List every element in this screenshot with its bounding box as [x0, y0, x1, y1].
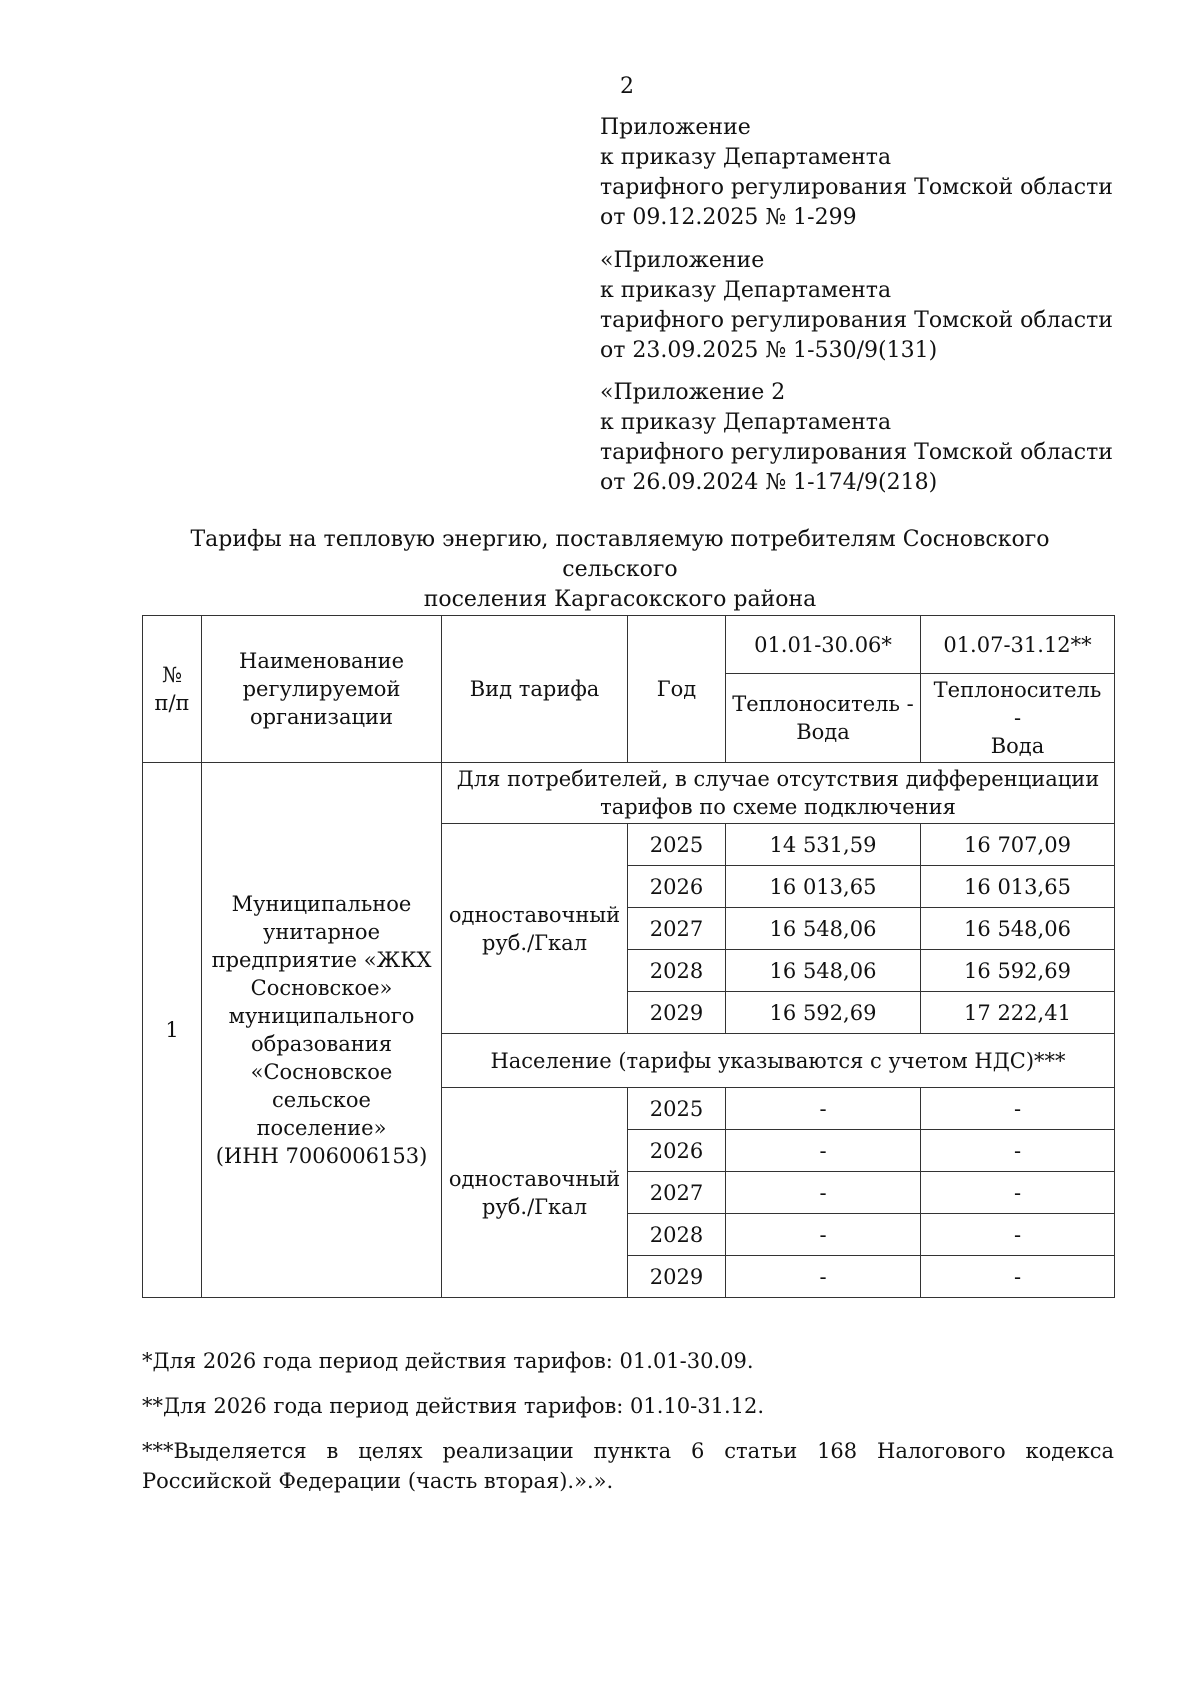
- value-cell: 16 592,69: [921, 950, 1115, 992]
- footnote-1: *Для 2026 года период действия тарифов: 01.01-30.09.: [142, 1349, 754, 1373]
- year-cell: 2029: [628, 1256, 726, 1298]
- appendix-line: от 23.09.2025 № 1-530/9(131): [600, 338, 938, 363]
- value-cell: -: [726, 1256, 921, 1298]
- appendix-line: к приказу Департамента: [600, 278, 892, 303]
- group-row: [143, 763, 1115, 824]
- value-cell: -: [921, 1214, 1115, 1256]
- value-cell: -: [726, 1130, 921, 1172]
- appendix-block-2: [600, 246, 1120, 366]
- value-cell: -: [726, 1088, 921, 1130]
- year-cell: 2029: [628, 992, 726, 1034]
- header-period-1: 01.01-30.06*: [726, 616, 921, 674]
- header-row: [143, 616, 1115, 674]
- header-organization: Наименование регулируемой организации: [202, 616, 442, 763]
- year-cell: 2027: [628, 1172, 726, 1214]
- appendix-line: Приложение: [600, 115, 751, 140]
- header-carrier-1: Теплоноситель - Вода: [726, 674, 921, 763]
- tariff-type-cell: одноставочный руб./Гкал: [442, 824, 628, 1034]
- appendix-line: «Приложение 2: [600, 380, 786, 405]
- value-cell: -: [921, 1256, 1115, 1298]
- document-title: [150, 525, 1090, 615]
- year-cell: 2026: [628, 866, 726, 908]
- value-cell: -: [921, 1172, 1115, 1214]
- tariff-table: [142, 615, 1115, 1298]
- title-line: Тарифы на тепловую энергию, поставляемую потребителям Сосновского сельского: [190, 527, 1050, 582]
- year-cell: 2025: [628, 1088, 726, 1130]
- appendix-line: «Приложение: [600, 248, 765, 273]
- year-cell: 2028: [628, 1214, 726, 1256]
- value-cell: -: [921, 1130, 1115, 1172]
- footnote-2: **Для 2026 года период действия тарифов: 01.10-31.12.: [142, 1394, 765, 1418]
- year-cell: 2028: [628, 950, 726, 992]
- header-carrier-2: Теплоноситель - Вода: [921, 674, 1115, 763]
- appendix-line: тарифного регулирования Томской области: [600, 440, 1113, 465]
- organization-name: Муниципальное унитарное предприятие «ЖКХ Сосновское» муниципального образования «Сосновское сельское поселение» (ИНН 7006006153): [202, 763, 442, 1298]
- year-cell: 2026: [628, 1130, 726, 1172]
- value-cell: 16 013,65: [921, 866, 1115, 908]
- group-label: Для потребителей, в случае отсутствия дифференциации тарифов по схеме подключения: [442, 763, 1115, 824]
- value-cell: 16 707,09: [921, 824, 1115, 866]
- appendix-line: от 26.09.2024 № 1-174/9(218): [600, 470, 938, 495]
- year-cell: 2025: [628, 824, 726, 866]
- value-cell: 16 548,06: [921, 908, 1115, 950]
- appendix-block-3: [600, 378, 1120, 498]
- value-cell: 16 592,69: [726, 992, 921, 1034]
- tariff-type-cell: одноставочный руб./Гкал: [442, 1088, 628, 1298]
- page-number: 2: [620, 74, 634, 99]
- appendix-line: тарифного регулирования Томской области: [600, 175, 1113, 200]
- value-cell: 14 531,59: [726, 824, 921, 866]
- value-cell: -: [726, 1214, 921, 1256]
- group-label: Население (тарифы указываются с учетом НДС)***: [442, 1034, 1115, 1088]
- title-line: поселения Каргасокского района: [423, 587, 817, 612]
- year-cell: 2027: [628, 908, 726, 950]
- header-period-2: 01.07-31.12**: [921, 616, 1115, 674]
- appendix-line: тарифного регулирования Томской области: [600, 308, 1113, 333]
- appendix-line: от 09.12.2025 № 1-299: [600, 205, 857, 230]
- appendix-line: к приказу Департамента: [600, 410, 892, 435]
- header-year: Год: [628, 616, 726, 763]
- header-num: № п/п: [143, 616, 202, 763]
- value-cell: 16 548,06: [726, 908, 921, 950]
- appendix-line: к приказу Департамента: [600, 145, 892, 170]
- value-cell: 16 548,06: [726, 950, 921, 992]
- footnote-3: ***Выделяется в целях реализации пункта 6 статьи 168 Налогового кодекса Российской Федерации (часть вторая).».».: [142, 1439, 1114, 1493]
- value-cell: 16 013,65: [726, 866, 921, 908]
- value-cell: -: [726, 1172, 921, 1214]
- row-number: 1: [143, 763, 202, 1298]
- value-cell: 17 222,41: [921, 992, 1115, 1034]
- value-cell: -: [921, 1088, 1115, 1130]
- appendix-block-1: [600, 113, 1120, 233]
- header-tariff-type: Вид тарифа: [442, 616, 628, 763]
